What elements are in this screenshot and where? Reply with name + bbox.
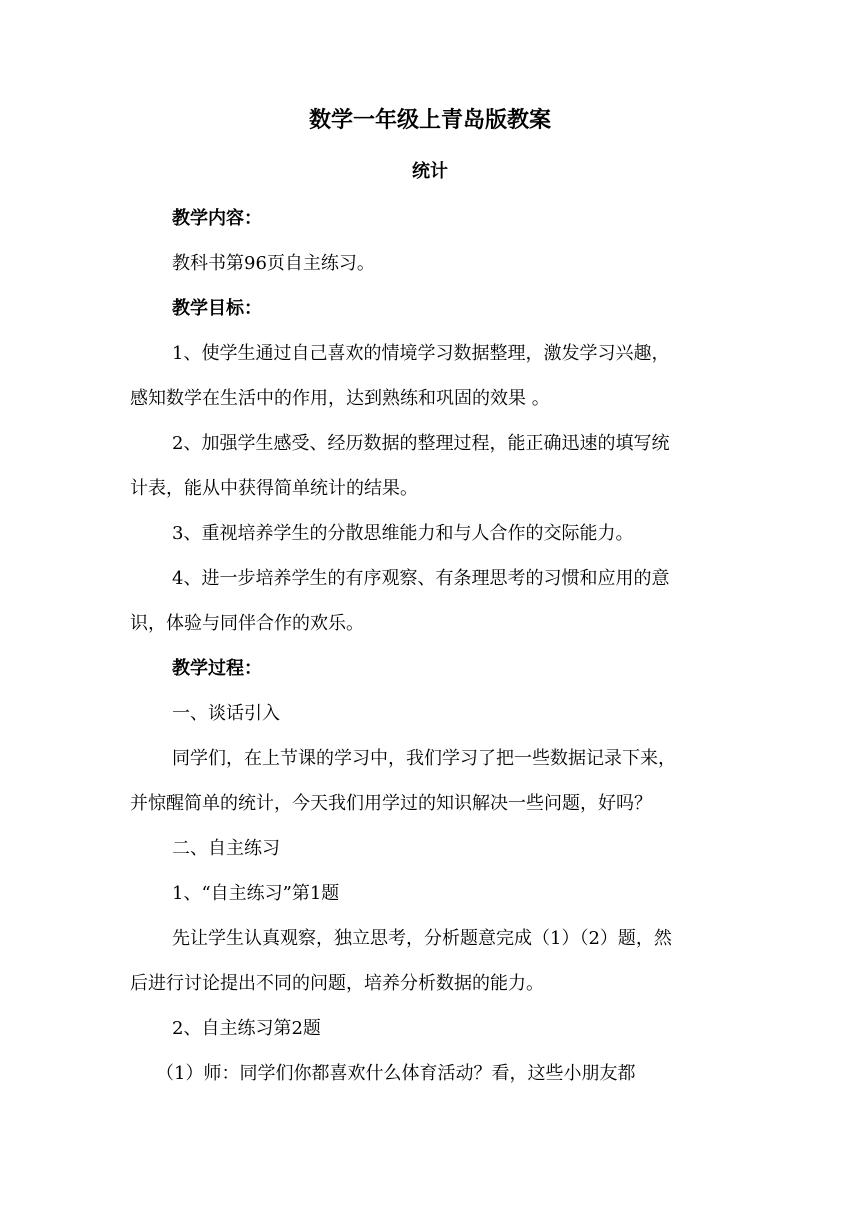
exercise-1-heading <box>130 871 772 916</box>
paragraph-line: 感知数学在生活中的作用，达到熟练和巩固的效果 。 <box>130 388 550 409</box>
section-intro-heading <box>130 691 772 736</box>
paragraph-line: 并惊醒简单的统计，今天我们用学过的知识解决一些问题，好吗？ <box>130 793 652 814</box>
paragraph-line: 识，体验与同伴合作的欢乐。 <box>130 613 364 634</box>
heading-text: 教学内容： <box>172 208 262 229</box>
paragraph-line: 一、谈话引入 <box>172 703 280 724</box>
paragraph-line: 后进行讨论提出不同的问题，培养分析数据的能力。 <box>130 973 544 994</box>
heading-text: 教学过程： <box>172 658 262 679</box>
paragraph-line: 2、加强学生感受、经历数据的整理过程，能正确迅速的填写统 <box>172 433 670 454</box>
paragraph-line: 2、自主练习第2题 <box>172 1018 321 1039</box>
paragraph-line: 同学们，在上节课的学习中，我们学习了把一些数据记录下来， <box>172 748 676 769</box>
paragraph-line: 二、自主练习 <box>172 838 280 859</box>
paragraph-line: 先让学生认真观察，独立思考，分析题意完成（1）（2）题，然 <box>172 928 672 949</box>
paragraph-line: 4、进一步培养学生的有序观察、有条理思考的习惯和应用的意 <box>172 568 670 589</box>
paragraph-goal-1 <box>130 331 730 421</box>
paragraph-exercise-1 <box>130 916 730 1006</box>
section-practice-heading <box>130 826 772 871</box>
heading-text: 教学目标： <box>172 298 262 319</box>
document-title: 数学一年级上青岛版教案 <box>308 108 551 133</box>
paragraph-line: 1、使学生通过自己喜欢的情境学习数据整理，激发学习兴趣， <box>172 343 670 364</box>
paragraph-line: 教科书第96页自主练习。 <box>172 253 375 274</box>
heading-teaching-goals <box>130 286 772 331</box>
heading-teaching-content <box>130 196 772 241</box>
paragraph-intro <box>130 736 730 826</box>
paragraph-line: （1）师：同学们你都喜欢什么体育活动？看，这些小朋友都 <box>156 1063 636 1084</box>
paragraph-goal-3 <box>130 511 772 556</box>
paragraph-exercise-2 <box>130 1051 730 1096</box>
paragraph-goal-2 <box>130 421 730 511</box>
heading-teaching-process <box>130 646 772 691</box>
paragraph-line: 1、“自主练习”第1题 <box>172 883 340 904</box>
paragraph-line: 3、重视培养学生的分散思维能力和与人合作的交际能力。 <box>172 523 634 544</box>
paragraph-line: 计表，能从中获得简单统计的结果。 <box>130 478 418 499</box>
paragraph-content <box>130 241 772 286</box>
document-subtitle: 统计 <box>412 161 448 182</box>
paragraph-goal-4 <box>130 556 730 646</box>
exercise-2-heading <box>130 1006 772 1051</box>
